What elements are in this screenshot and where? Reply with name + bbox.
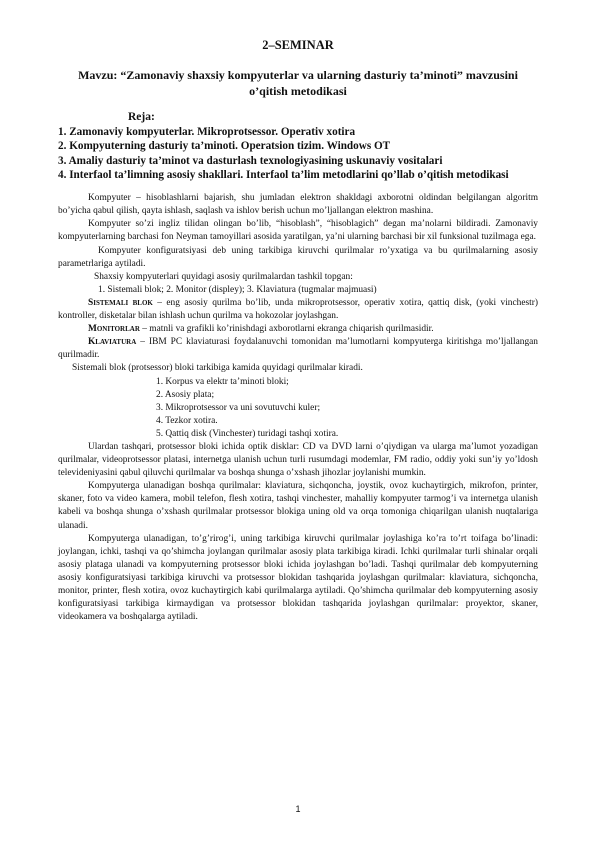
paragraph: Shaxsiy kompyuterlari quyidagi asosiy qurilmalardan tashkil topgan:	[94, 271, 353, 282]
paragraph-text: – matnli va grafikli ko’rinishdagi axborotlarni ekranga chiqarish qurilmasidir.	[139, 324, 434, 335]
paragraph	[58, 336, 538, 362]
system-block-list	[58, 376, 538, 441]
topic-heading: Mavzu: “Zamonaviy shaxsiy kompyuterlar va ularning dasturiy ta’minoti” mavzusini o’qitish metodikasi	[78, 68, 518, 98]
plan-item: 1. Zamonaviy kompyuterlar. Mikroprotsessor. Operativ xotira	[58, 126, 356, 138]
paragraph-text: – IBM PC klaviaturasi foydalanuvchi tomonidan ma’lumotlarni kompyuterga kiritishga mo’ljallangan qurilmadir.	[58, 337, 538, 361]
plan-item: 4. Interfaol ta’limning asosiy shakllari. Interfaol ta’lim metodlarini qo’llab o’qitish metodikasi	[58, 168, 509, 181]
paragraph: Kompyuterga ulanadigan boshqa qurilmalar: klaviatura, sichqoncha, joystik, ovoz kuchaytirgich, mikrofon, printer, skaner, foto va video kamera, mobil telefon, flesh xotira, tashqi vinchester, mahalliy kompyuter tarmog’i va internetga ulanish kabeli va boshqa shunga o’xshash qurilmalar protsessor blokiga uning old va orqa tomoniga chiqarilgan ulanish nuqtalariga ulanadi.	[58, 481, 538, 531]
page-number: 1	[295, 804, 301, 814]
list-item: 1. Korpus va elektr ta’minoti bloki;	[156, 376, 289, 387]
list-item: 3. Mikroprotsessor va uni sovutuvchi kuler;	[156, 402, 321, 413]
paragraph: Kompyuter konfiguratsiyasi deb uning tarkibiga kiruvchi qurilmalar ro’yxatiga va bu qurilmalarning asosiy parametrlariga aytiladi.	[58, 245, 538, 269]
plan-item: 3. Amaliy dasturiy ta’minot va dasturlash texnologiyasining uskunaviy vositalari	[58, 154, 443, 167]
plan-list	[58, 125, 538, 182]
list-item: 4. Tezkor xotira.	[156, 415, 218, 426]
paragraph: Kompyuter – hisoblashlarni bajarish, shu jumladan elektron shakldagi axborotni oldindan belgilangan algoritm bo’yicha qabul qilish, qayta ishlash, saqlash va ishlov berish uchun mo’ljallangan elektron mashina.	[58, 193, 538, 217]
paragraph: Kompyuter so’zi ingliz tilidan olingan bo’lib, “hisoblash”, “hisoblagich” degan ma’nolarni bildiradi. Zamonaviy kompyuterlarning barchasi fon Neyman tamoyillari asosida yaratilgan, ya’ni ularning barchasi bir xil funksional tuzilmaga ega.	[58, 219, 538, 243]
paragraph: Ulardan tashqari, protsessor bloki ichida optik disklar: CD va DVD larni o’qiydigan va ularga ma’lumot yozadigan qurilmalar, videoprotsessor platasi, internetga ulanish uchun turli rusumdagi modemlar, FM radio, oddiy yoki sun’iy yo’ldosh televideniyasini qabul qiluvchi qurilmalar va boshqa shunga o’xshash jihozlar joylanishi mumkin.	[58, 441, 538, 479]
list-item: 2. Asosiy plata;	[156, 389, 215, 400]
term-keyboard: Klaviatura	[88, 337, 137, 348]
paragraph: Kompyuterga ulanadigan, to’g’rirog’i, uning tarkibiga kiruvchi qurilmalar joylashiga ko’ra to’rt toifaga bo’linadi: joylangan, ichki, tashqi va qo’shimcha joylangan qurilmalar asosiy plata tarkibiga kiradi. Ichki qurilmalar turli shinalar orqali asosiy plataga ulanadi va kompyuterning protsessor bloki ichida joylashgan bo’ladi. Tashqi qurilmalar deb kompyuterning asosiy konfiguratsiyasi tarkibiga kiruvchi va protsessor blokidan tashqarida joylashgan qurilmalar: klaviatura, sichqoncha, monitor, printer, flesh xotira, ovoz kuchaytirgich kabi qurilmalarga aytiladi. Qo’shimcha qurilmalar deb kompyuterning asosiy konfiguratsiyasi tarkibiga kirmaydigan va protsessor blokidan tashqarida joylashgan qurilmalar: proyektor, skaner, videokamera va boshqalarga aytiladi.	[58, 533, 538, 623]
paragraph	[58, 297, 538, 323]
plan-heading: Reja:	[128, 111, 155, 123]
page-title: 2–SEMINAR	[262, 38, 334, 52]
list-item: 5. Qattiq disk (Vinchester) turidagi tashqi xotira.	[156, 428, 339, 439]
paragraph-text: – eng asosiy qurilma bo’lib, unda mikroprotsessor, operativ xotira, qattiq disk, (yoki vinchestr) kontroller, disketalar bilan ishlash uchun qurilma va hokozolar joylashgan.	[58, 297, 539, 322]
paragraph: Sistemali blok (protsessor) bloki tarkibiga kamida quyidagi qurilmalar kiradi.	[72, 363, 363, 374]
paragraph	[58, 323, 538, 336]
term-monitors: Monitorlar	[88, 324, 140, 335]
paragraph: 1. Sistemali blok; 2. Monitor (displey); 3. Klaviatura (tugmalar majmuasi)	[98, 284, 377, 295]
term-system-block: Sistemali blok	[88, 297, 153, 308]
plan-item: 2. Kompyuterning dasturiy ta’minoti. Operatsion tizim. Windows OT	[58, 140, 391, 153]
document-body	[58, 192, 538, 624]
